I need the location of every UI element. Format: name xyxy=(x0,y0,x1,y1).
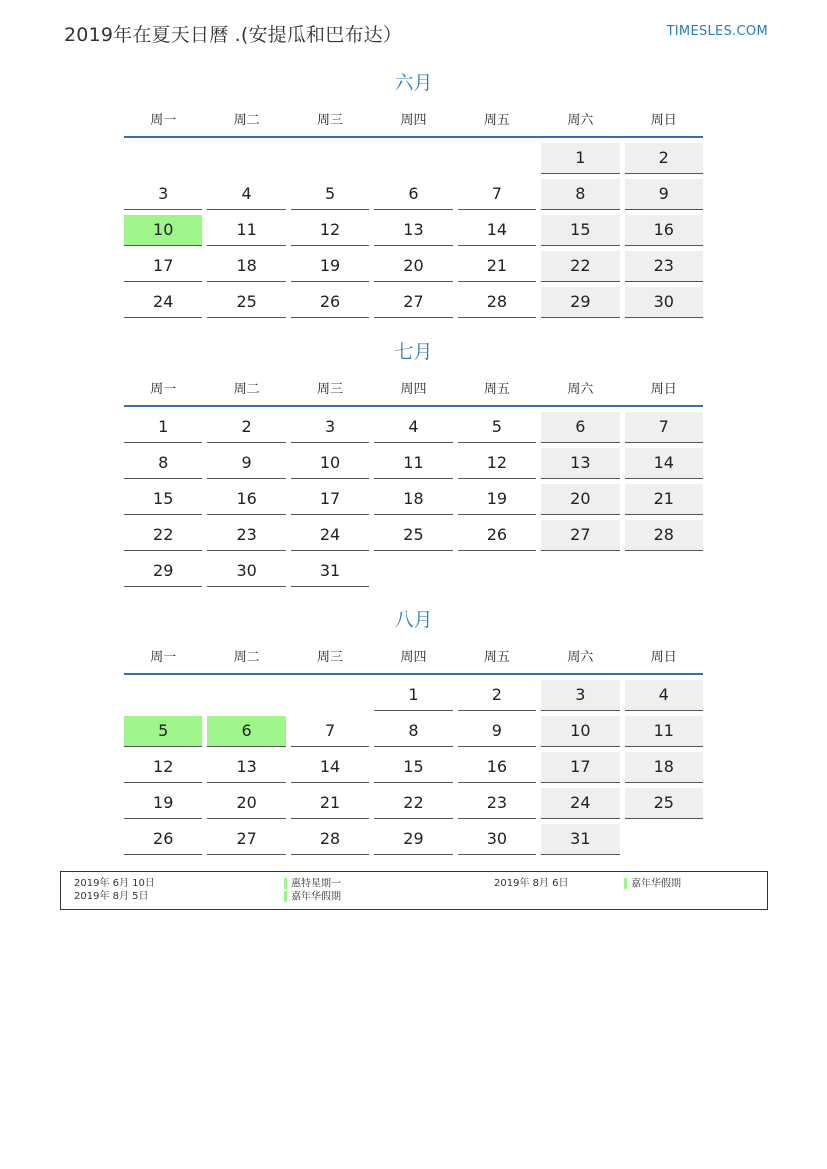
week-row xyxy=(124,287,703,319)
day-cell: 19 xyxy=(291,251,369,282)
weekday-label: 周六 xyxy=(567,649,594,665)
weekend-day-cell: 4 xyxy=(625,680,703,711)
day-cell: 2 xyxy=(458,680,536,711)
day-cell: 31 xyxy=(291,556,369,587)
weekend-day-cell: 30 xyxy=(625,287,703,318)
month-title: 七月 xyxy=(394,341,433,363)
day-cell: 2 xyxy=(207,412,285,443)
day-cell: 30 xyxy=(207,556,285,587)
weekday-label: 周日 xyxy=(650,649,677,665)
weekday-label: 周二 xyxy=(233,112,260,128)
day-cell: 8 xyxy=(124,448,202,479)
week-row xyxy=(124,752,703,784)
day-cell: 4 xyxy=(374,412,452,443)
weekday-header xyxy=(124,373,703,407)
empty-cell xyxy=(625,824,703,854)
day-cell: 6 xyxy=(374,179,452,210)
empty-cell xyxy=(291,143,369,173)
weekday-label: 周一 xyxy=(150,112,177,128)
page-title: 2019年在夏天日曆 .(安提瓜和巴布达） xyxy=(64,24,403,46)
day-cell: 16 xyxy=(207,484,285,515)
weekday-header xyxy=(124,641,703,675)
day-cell: 26 xyxy=(124,824,202,855)
weekday-label: 周三 xyxy=(317,381,344,397)
day-cell: 21 xyxy=(291,788,369,819)
day-cell: 27 xyxy=(374,287,452,318)
weekday-label: 周日 xyxy=(650,381,677,397)
day-cell: 3 xyxy=(291,412,369,443)
weekend-day-cell: 25 xyxy=(625,788,703,819)
weekend-day-cell: 11 xyxy=(625,716,703,747)
legend-holiday-name: 惠特星期一 xyxy=(291,878,341,890)
legend-holiday-name: 嘉年华假期 xyxy=(631,878,681,890)
week-row xyxy=(124,251,703,283)
empty-cell xyxy=(458,143,536,173)
day-cell: 1 xyxy=(124,412,202,443)
empty-cell xyxy=(291,680,369,710)
empty-cell xyxy=(458,556,536,586)
day-cell: 1 xyxy=(374,680,452,711)
weekday-label: 周五 xyxy=(483,649,510,665)
holiday-day-cell: 6 xyxy=(207,716,285,747)
legend-holiday xyxy=(624,878,681,890)
week-row xyxy=(124,143,703,175)
day-cell: 8 xyxy=(374,716,452,747)
weekend-day-cell: 8 xyxy=(541,179,619,210)
week-row xyxy=(124,179,703,211)
holiday-day-cell: 5 xyxy=(124,716,202,747)
weekend-day-cell: 16 xyxy=(625,215,703,246)
weekday-header xyxy=(124,104,703,138)
day-cell: 5 xyxy=(291,179,369,210)
week-row xyxy=(124,215,703,247)
week-row xyxy=(124,448,703,480)
day-cell: 28 xyxy=(291,824,369,855)
day-cell: 24 xyxy=(124,287,202,318)
weekend-day-cell: 28 xyxy=(625,520,703,551)
weekday-label: 周一 xyxy=(150,649,177,665)
day-cell: 7 xyxy=(291,716,369,747)
legend-holiday xyxy=(284,878,341,890)
legend-date: 2019年 8月 6日 xyxy=(494,878,569,889)
day-cell: 13 xyxy=(207,752,285,783)
day-cell: 19 xyxy=(458,484,536,515)
day-cell: 29 xyxy=(374,824,452,855)
weekday-label: 周三 xyxy=(317,649,344,665)
day-cell: 14 xyxy=(291,752,369,783)
month-grid xyxy=(124,412,703,588)
day-cell: 16 xyxy=(458,752,536,783)
day-cell: 25 xyxy=(207,287,285,318)
weekend-day-cell: 31 xyxy=(541,824,619,855)
empty-cell xyxy=(124,143,202,173)
weekend-day-cell: 6 xyxy=(541,412,619,443)
empty-cell xyxy=(207,143,285,173)
day-cell: 10 xyxy=(291,448,369,479)
day-cell: 30 xyxy=(458,824,536,855)
day-cell: 3 xyxy=(124,179,202,210)
empty-cell xyxy=(625,556,703,586)
day-cell: 12 xyxy=(124,752,202,783)
weekday-label: 周四 xyxy=(400,381,427,397)
day-cell: 20 xyxy=(207,788,285,819)
week-row xyxy=(124,716,703,748)
weekend-day-cell: 27 xyxy=(541,520,619,551)
empty-cell xyxy=(374,143,452,173)
day-cell: 12 xyxy=(291,215,369,246)
day-cell: 18 xyxy=(207,251,285,282)
month-august xyxy=(124,605,703,860)
day-cell: 19 xyxy=(124,788,202,819)
weekday-label: 周四 xyxy=(400,649,427,665)
legend-holiday xyxy=(284,891,341,903)
weekend-day-cell: 24 xyxy=(541,788,619,819)
day-cell: 15 xyxy=(374,752,452,783)
weekend-day-cell: 10 xyxy=(541,716,619,747)
weekday-label: 周六 xyxy=(567,381,594,397)
month-grid xyxy=(124,680,703,856)
week-row xyxy=(124,484,703,516)
weekend-day-cell: 22 xyxy=(541,251,619,282)
week-row xyxy=(124,788,703,820)
empty-cell xyxy=(374,556,452,586)
day-cell: 9 xyxy=(207,448,285,479)
weekday-label: 周二 xyxy=(233,381,260,397)
day-cell: 4 xyxy=(207,179,285,210)
weekend-day-cell: 13 xyxy=(541,448,619,479)
weekday-label: 周三 xyxy=(317,112,344,128)
legend-holiday-name: 嘉年华假期 xyxy=(291,891,341,903)
holiday-day-cell: 10 xyxy=(124,215,202,246)
weekday-label: 周二 xyxy=(233,649,260,665)
day-cell: 7 xyxy=(458,179,536,210)
day-cell: 22 xyxy=(124,520,202,551)
weekend-day-cell: 23 xyxy=(625,251,703,282)
day-cell: 12 xyxy=(458,448,536,479)
day-cell: 11 xyxy=(207,215,285,246)
day-cell: 20 xyxy=(374,251,452,282)
day-cell: 17 xyxy=(291,484,369,515)
empty-cell xyxy=(124,680,202,710)
day-cell: 14 xyxy=(458,215,536,246)
day-cell: 29 xyxy=(124,556,202,587)
legend-date: 2019年 8月 5日 xyxy=(74,891,149,902)
weekend-day-cell: 29 xyxy=(541,287,619,318)
legend-date: 2019年 6月 10日 xyxy=(74,878,155,889)
holiday-legend xyxy=(60,871,768,910)
day-cell: 11 xyxy=(374,448,452,479)
weekday-label: 周四 xyxy=(400,112,427,128)
week-row xyxy=(124,680,703,712)
month-title: 六月 xyxy=(394,72,433,94)
weekend-day-cell: 7 xyxy=(625,412,703,443)
day-cell: 21 xyxy=(458,251,536,282)
month-grid xyxy=(124,143,703,319)
holiday-color-swatch xyxy=(624,878,627,889)
day-cell: 25 xyxy=(374,520,452,551)
holiday-color-swatch xyxy=(284,878,287,889)
week-row xyxy=(124,556,703,588)
day-cell: 15 xyxy=(124,484,202,515)
weekend-day-cell: 9 xyxy=(625,179,703,210)
weekend-day-cell: 18 xyxy=(625,752,703,783)
day-cell: 28 xyxy=(458,287,536,318)
day-cell: 13 xyxy=(374,215,452,246)
weekend-day-cell: 1 xyxy=(541,143,619,174)
weekend-day-cell: 3 xyxy=(541,680,619,711)
weekend-day-cell: 15 xyxy=(541,215,619,246)
day-cell: 23 xyxy=(207,520,285,551)
weekday-label: 周五 xyxy=(483,112,510,128)
day-cell: 22 xyxy=(374,788,452,819)
holiday-color-swatch xyxy=(284,891,287,902)
day-cell: 17 xyxy=(124,251,202,282)
weekend-day-cell: 17 xyxy=(541,752,619,783)
weekend-day-cell: 20 xyxy=(541,484,619,515)
month-title: 八月 xyxy=(394,609,433,631)
day-cell: 23 xyxy=(458,788,536,819)
weekday-label: 周日 xyxy=(650,112,677,128)
weekday-label: 周一 xyxy=(150,381,177,397)
weekday-label: 周五 xyxy=(483,381,510,397)
day-cell: 24 xyxy=(291,520,369,551)
weekend-day-cell: 21 xyxy=(625,484,703,515)
day-cell: 18 xyxy=(374,484,452,515)
day-cell: 27 xyxy=(207,824,285,855)
weekday-label: 周六 xyxy=(567,112,594,128)
site-link[interactable]: TIMESLES.COM xyxy=(666,24,768,39)
day-cell: 5 xyxy=(458,412,536,443)
day-cell: 26 xyxy=(291,287,369,318)
month-july xyxy=(124,337,703,592)
empty-cell xyxy=(541,556,619,586)
weekend-day-cell: 14 xyxy=(625,448,703,479)
week-row xyxy=(124,412,703,444)
week-row xyxy=(124,824,703,856)
month-june xyxy=(124,68,703,323)
day-cell: 26 xyxy=(458,520,536,551)
day-cell: 9 xyxy=(458,716,536,747)
empty-cell xyxy=(207,680,285,710)
week-row xyxy=(124,520,703,552)
weekend-day-cell: 2 xyxy=(625,143,703,174)
